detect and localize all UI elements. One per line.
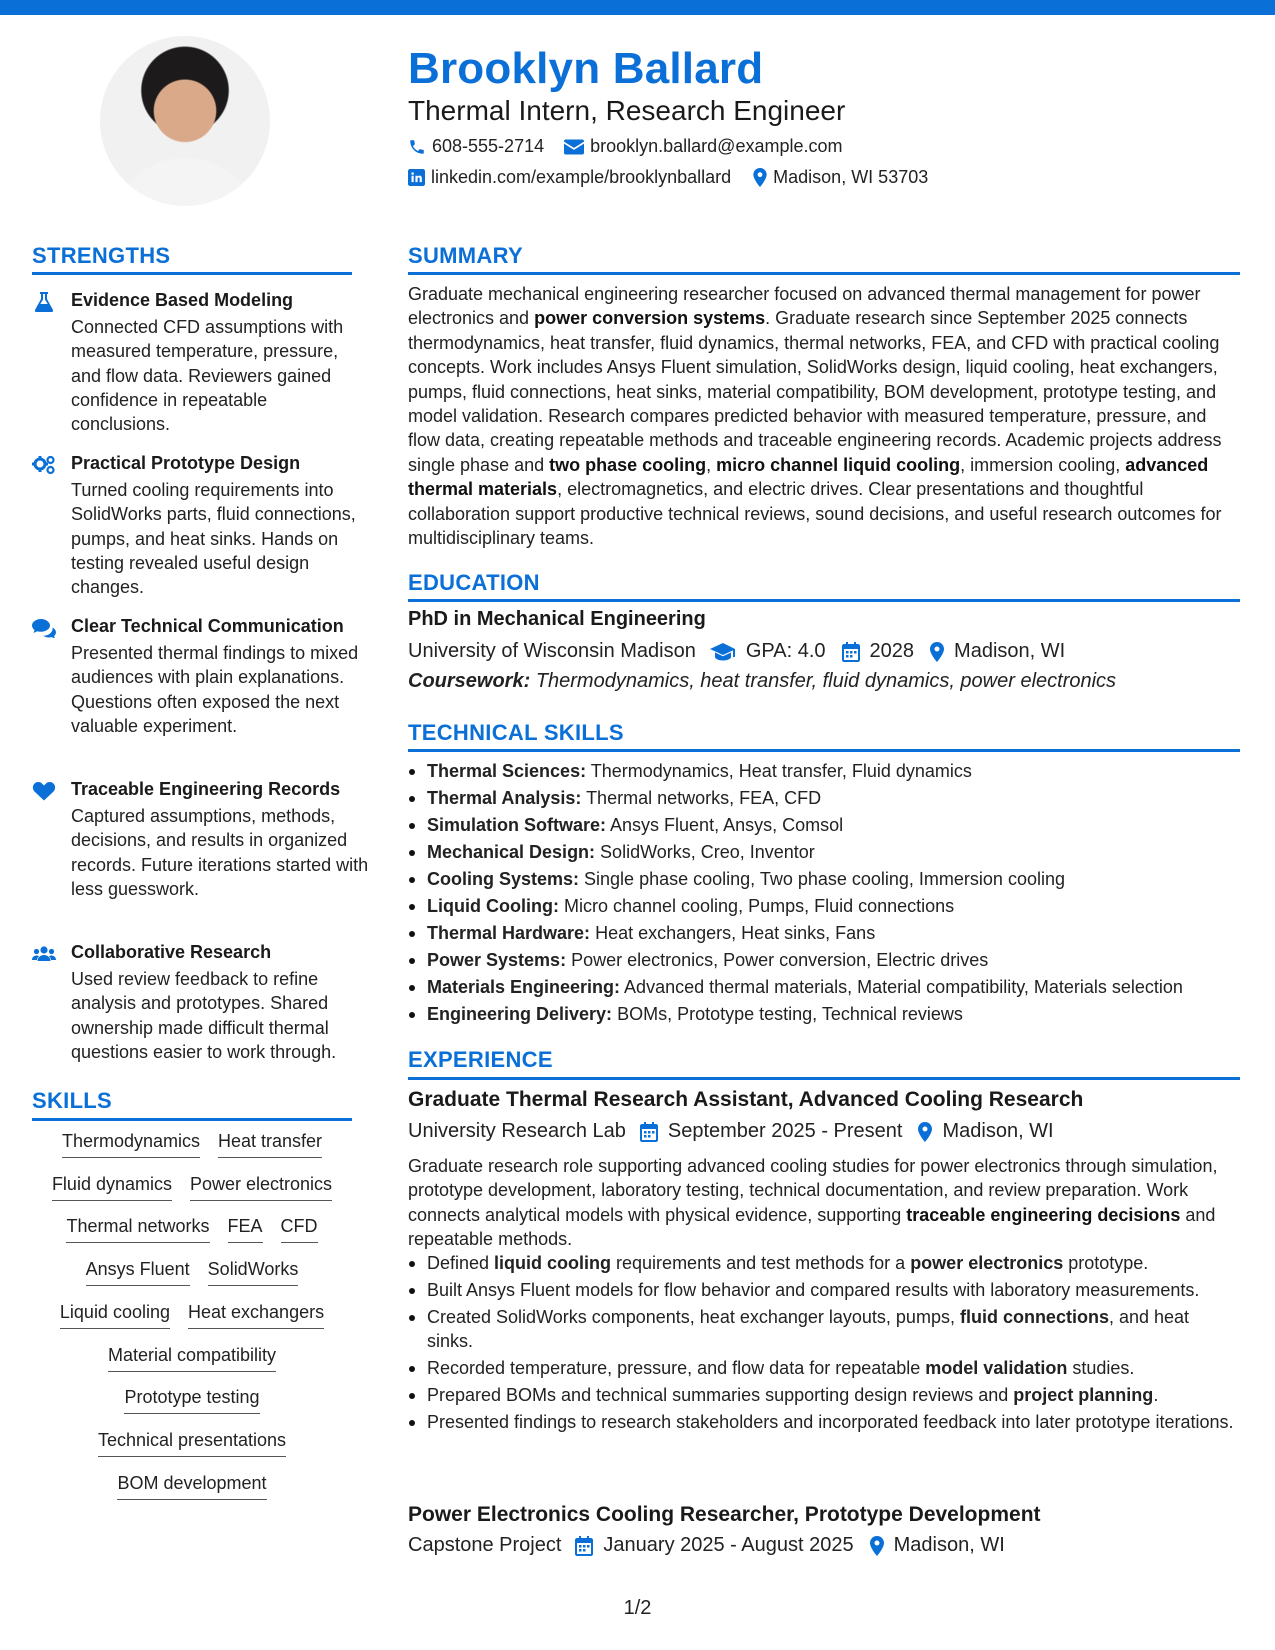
technical-skill-value: Thermal networks, FEA, CFD [581, 788, 822, 808]
strength-desc: Connected CFD assumptions with measured temperature, pressure, and flow data. Reviewers gained confidence in repeatable conclusions. [71, 317, 344, 435]
calendar-icon [640, 1122, 658, 1142]
location-text: Madison, WI 53703 [773, 167, 929, 187]
text-run: , and heat sinks. [427, 1307, 1190, 1351]
technical-skill-item [408, 758, 1238, 785]
emphasis-text: two phase cooling [549, 454, 707, 475]
education-year: 2028 [869, 640, 915, 662]
technical-skill-item [408, 839, 1238, 866]
phone-text[interactable]: 608-555-2714 [432, 136, 545, 156]
skill-tag: Technical presentations [98, 1430, 286, 1457]
technical-skill-label: Mechanical Design: [427, 842, 596, 862]
strengths-rule [32, 272, 352, 275]
emphasis-text: advanced thermal materials [408, 454, 1209, 500]
education-heading: EDUCATION [408, 570, 540, 595]
gears-icon [32, 455, 56, 475]
technical-skill-item [408, 866, 1238, 893]
strength-title: Traceable Engineering Records [71, 779, 341, 799]
technical-skills-rule [408, 749, 1240, 752]
strength-title: Collaborative Research [71, 942, 272, 962]
job-meta [408, 1534, 1005, 1557]
text-run: Defined [427, 1253, 495, 1273]
job-bullet [408, 1278, 1238, 1302]
technical-skills-list [408, 758, 1238, 1028]
skill-row [32, 1345, 352, 1372]
skill-row [32, 1302, 352, 1329]
linkedin-text[interactable]: linkedin.com/example/brooklynballard [431, 167, 732, 187]
profile-photo [100, 36, 270, 206]
job-bullets [408, 1251, 1238, 1437]
skill-tag: Ansys Fluent [86, 1259, 190, 1286]
skill-tag: SolidWorks [208, 1259, 299, 1286]
email-icon [564, 139, 584, 155]
skill-row [32, 1216, 352, 1243]
job-bullet [408, 1305, 1238, 1353]
skill-tag: Material compatibility [108, 1345, 276, 1372]
text-run: Recorded temperature, pressure, and flow data for repeatable [427, 1358, 926, 1378]
summary-paragraph [408, 282, 1240, 550]
text-run: Prepared BOMs and technical summaries supporting design reviews and [427, 1385, 1014, 1405]
job-bullet [408, 1251, 1238, 1275]
emphasis-text: model validation [925, 1358, 1068, 1378]
strength-desc: Turned cooling requirements into SolidWorks parts, fluid connections, pumps, and heat sinks. Hands on testing revealed useful design changes. [71, 480, 356, 598]
emphasis-text: liquid cooling [494, 1253, 612, 1273]
text-run: Graduate mechanical engineering researcher focused on advanced thermal management for power electronics and [408, 284, 1201, 329]
technical-skill-item [408, 785, 1238, 812]
phone-icon [408, 138, 426, 156]
text-run: studies. [1067, 1358, 1135, 1378]
emphasis-text: fluid connections [959, 1307, 1109, 1327]
skill-tag: Liquid cooling [60, 1302, 170, 1329]
job-bullet [408, 1410, 1238, 1434]
skill-row [32, 1174, 352, 1201]
calendar-icon [842, 642, 860, 662]
technical-skill-item [408, 812, 1238, 839]
text-run: Graduate research role supporting advanced cooling studies for power electronics through simulation, prototype development, laboratory testing, technical documentation, and review preparation. Work connects analytical models with physical evidence, supporting [408, 1156, 1218, 1225]
heart-icon [32, 781, 56, 801]
text-run: . [1153, 1385, 1159, 1405]
skills-heading: SKILLS [32, 1088, 113, 1113]
technical-skill-label: Simulation Software: [427, 815, 607, 835]
skill-tag: BOM development [117, 1473, 266, 1500]
job-location: Madison, WI [942, 1120, 1054, 1142]
contact-row-1 [408, 136, 843, 157]
text-run: . Graduate research since September 2025 connects thermodynamics, heat transfer, fluid dynamics, thermal networks, FEA, and CFD with practical cooling concepts. Work includes Ansys Fluent simulation, SolidWorks design, liquid cooling, heat exchangers, pumps, fluid connections, heat sinks, material compatibility, BOM development, prototype testing, and model validation. Research compares predicted behavior with measured temperature, pressure, and flow data, creating repeatable methods and traceable engineering records. Academic projects address single phase and [408, 308, 1222, 475]
technical-skill-value: Single phase cooling, Two phase cooling, Immersion cooling [579, 869, 1065, 889]
graduation-cap-icon [710, 643, 736, 661]
education-rule [408, 599, 1240, 602]
technical-skill-label: Engineering Delivery: [427, 1004, 613, 1024]
technical-skills-heading: TECHNICAL SKILLS [408, 720, 624, 745]
job-bullet [408, 1356, 1238, 1380]
education-coursework [408, 670, 1116, 693]
technical-skill-value: BOMs, Prototype testing, Technical reviews [612, 1004, 963, 1024]
text-run: and repeatable methods. [408, 1204, 1216, 1249]
job-location: Madison, WI [893, 1534, 1005, 1556]
skill-tag: Heat transfer [218, 1131, 322, 1158]
technical-skill-item [408, 947, 1238, 974]
linkedin-icon [408, 169, 425, 186]
technical-skill-item [408, 1001, 1238, 1028]
job-meta [408, 1120, 1054, 1143]
technical-skill-label: Thermal Analysis: [427, 788, 582, 808]
strength-desc: Presented thermal findings to mixed audiences with plain explanations. Questions often exposed the next valuable experiment. [71, 643, 359, 736]
skill-row [32, 1430, 352, 1457]
job-org: Capstone Project [408, 1534, 562, 1556]
skill-tag: Fluid dynamics [52, 1174, 172, 1201]
skill-row [32, 1259, 352, 1286]
education-school: University of Wisconsin Madison [408, 640, 696, 662]
text-run: prototype. [1063, 1253, 1149, 1273]
experience-rule [408, 1077, 1240, 1080]
technical-skill-value: Advanced thermal materials, Material compatibility, Materials selection [620, 977, 1183, 997]
strength-title: Evidence Based Modeling [71, 290, 294, 310]
job-dates: January 2025 - August 2025 [603, 1534, 854, 1556]
map-pin-icon [930, 642, 944, 662]
strength-title: Practical Prototype Design [71, 453, 301, 473]
technical-skill-value: Power electronics, Power conversion, Electric drives [566, 950, 989, 970]
experience-heading: EXPERIENCE [408, 1047, 553, 1072]
education-location: Madison, WI [954, 640, 1066, 662]
technical-skill-value: Thermodynamics, Heat transfer, Fluid dynamics [586, 761, 972, 781]
skill-row [32, 1473, 352, 1500]
job-title: Graduate Thermal Research Assistant, Advanced Cooling Research [408, 1088, 1084, 1111]
text-run: requirements and test methods for a [611, 1253, 911, 1273]
technical-skill-value: Heat exchangers, Heat sinks, Fans [590, 923, 876, 943]
text-run: , [706, 454, 717, 475]
map-pin-icon [918, 1122, 932, 1142]
coursework-label: Coursework: [408, 670, 531, 692]
text-run: , immersion cooling, [960, 454, 1126, 475]
emphasis-text: power electronics [910, 1253, 1064, 1273]
calendar-icon [575, 1536, 593, 1556]
candidate-name: Brooklyn Ballard [408, 44, 764, 93]
text-run: , electromagnetics, and electric drives. Clear presentations and thoughtful collaboration support productive technical reviews, sound decisions, and useful research outcomes for multidisciplinary teams. [408, 479, 1222, 549]
technical-skill-value: SolidWorks, Creo, Inventor [595, 842, 815, 862]
map-pin-icon [753, 168, 767, 187]
job-bullet [408, 1383, 1238, 1407]
skill-tag: CFD [281, 1216, 318, 1243]
strength-desc: Captured assumptions, methods, decisions, and results in organized records. Future iterations started with less guesswork. [71, 806, 369, 899]
job-summary [408, 1154, 1240, 1251]
technical-skill-item [408, 974, 1238, 1001]
skill-tag: Power electronics [190, 1174, 332, 1201]
technical-skill-value: Micro channel cooling, Pumps, Fluid connections [558, 896, 955, 916]
job-dates: September 2025 - Present [667, 1120, 903, 1142]
technical-skill-item [408, 920, 1238, 947]
skill-tag: FEA [228, 1216, 263, 1243]
text-run: Built Ansys Fluent models for flow behavior and compared results with laboratory measurements. [427, 1280, 1200, 1300]
strengths-heading: STRENGTHS [32, 243, 171, 268]
candidate-title: Thermal Intern, Research Engineer [408, 95, 846, 126]
skill-tag: Thermodynamics [62, 1131, 200, 1158]
skill-row [32, 1131, 352, 1158]
coursework-text: Thermodynamics, heat transfer, fluid dynamics, power electronics [535, 670, 1117, 692]
emphasis-text: project planning [1013, 1385, 1154, 1405]
strength-desc: Used review feedback to refine analysis and prototypes. Shared ownership made difficult thermal questions easier to work through. [71, 969, 337, 1062]
emphasis-text: traceable engineering decisions [906, 1204, 1181, 1225]
skill-row [32, 1387, 352, 1414]
flask-icon [32, 292, 56, 312]
technical-skill-label: Cooling Systems: [427, 869, 580, 889]
top-accent-bar [0, 0, 1275, 15]
strength-title: Clear Technical Communication [71, 616, 344, 636]
job-title: Power Electronics Cooling Researcher, Prototype Development [408, 1503, 1041, 1526]
technical-skill-label: Power Systems: [427, 950, 567, 970]
page-number: 1/2 [623, 1597, 652, 1619]
summary-heading: SUMMARY [408, 243, 523, 268]
education-degree: PhD in Mechanical Engineering [408, 608, 706, 630]
technical-skill-label: Liquid Cooling: [427, 896, 559, 916]
skill-tag: Thermal networks [66, 1216, 209, 1243]
text-run: Presented findings to research stakeholders and incorporated feedback into later prototype iterations. [427, 1412, 1234, 1432]
education-gpa: GPA: 4.0 [745, 640, 826, 662]
skill-tag: Heat exchangers [188, 1302, 324, 1329]
summary-rule [408, 272, 1240, 275]
users-icon [32, 944, 56, 964]
skill-tag: Prototype testing [124, 1387, 259, 1414]
technical-skill-label: Materials Engineering: [427, 977, 621, 997]
emphasis-text: micro channel liquid cooling [716, 454, 961, 475]
technical-skill-item [408, 893, 1238, 920]
text-run: Created SolidWorks components, heat exchanger layouts, pumps, [427, 1307, 960, 1327]
map-pin-icon [870, 1536, 884, 1556]
comments-icon [32, 618, 56, 638]
education-meta [408, 640, 1065, 663]
job-org: University Research Lab [408, 1120, 626, 1142]
technical-skill-label: Thermal Sciences: [427, 761, 587, 781]
technical-skill-label: Thermal Hardware: [427, 923, 591, 943]
emphasis-text: power conversion systems [534, 308, 766, 329]
email-text[interactable]: brooklyn.ballard@example.com [590, 136, 843, 156]
contact-row-2 [408, 167, 928, 188]
skills-rule [32, 1118, 352, 1121]
technical-skill-value: Ansys Fluent, Ansys, Comsol [606, 815, 844, 835]
